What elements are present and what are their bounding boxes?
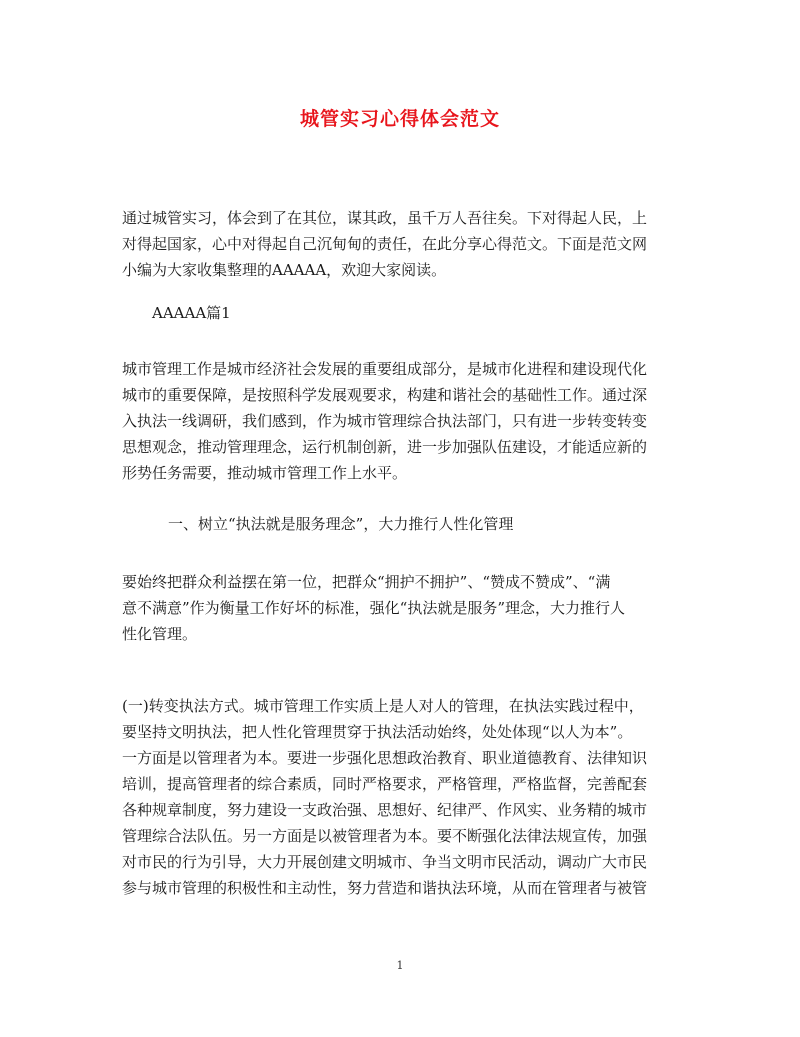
text-line: (一)转变执法方式。城市管理工作实质上是人对人的管理，在执法实践过程中， [122, 697, 644, 715]
text-line: 性化管理。 [122, 625, 198, 643]
text-line: 入执法一线调研，我们感到，作为城市管理综合执法部门，只有进一步转变转变 [122, 412, 648, 430]
paragraph-1 [122, 356, 682, 486]
text-line: 对市民的行为引导，大力开展创建文明城市、争当文明市民活动，调动广大市民 [122, 853, 648, 871]
text-line: 要坚持文明执法，把人性化管理贯穿于执法活动始终，处处体现“以人为本”。 [122, 723, 633, 741]
text-line: 一方面是以管理者为本。要进一步强化思想政治教育、职业道德教育、法律知识 [122, 749, 648, 767]
text-line: 形势任务需要，推动城市管理工作上水平。 [122, 464, 408, 482]
text-line: 通过城管实习，体会到了在其位，谋其政，虽千万人吾往矣。下对得起人民，上 [122, 209, 648, 227]
paragraph-2 [122, 569, 682, 647]
text-line: 管理综合法队伍。另一方面是以被管理者为本。要不断强化法律法规宣传，加强 [122, 827, 648, 845]
text-line: 各种规章制度，努力建设一支政治强、思想好、纪律严、作风实、业务精的城市 [122, 801, 648, 819]
text-line: 意不满意”作为衡量工作好坏的标准，强化“执法就是服务”理念，大力推行人 [122, 599, 626, 617]
text-line: 思想观念，推动管理理念，运行机制创新，进一步加强队伍建设，才能适应新的 [122, 438, 648, 456]
section-heading-1: 一、树立“执法就是服务理念”，大力推行人性化管理 [168, 515, 514, 533]
text-line: 城市管理工作是城市经济社会发展的重要组成部分，是城市化进程和建设现代化 [122, 360, 648, 378]
text-line: 要始终把群众利益摆在第一位，把群众“拥护不拥护”、“赞成不赞成”、“满 [122, 573, 611, 591]
intro-paragraph [122, 205, 682, 283]
paragraph-3 [122, 693, 682, 901]
text-line: 参与城市管理的积极性和主动性，努力营造和谐执法环境，从而在管理者与被管 [122, 879, 648, 897]
page-number: 1 [396, 959, 404, 972]
text-line: 小编为大家收集整理的AAAAA，欢迎大家阅读。 [122, 261, 447, 279]
text-line: 对得起国家，心中对得起自己沉甸甸的责任，在此分享心得范文。下面是范文网 [122, 235, 648, 253]
text-line: 培训，提高管理者的综合素质，同时严格要求，严格管理，严格监督，完善配套 [122, 775, 648, 793]
text-line: 城市的重要保障，是按照科学发展观要求，构建和谐社会的基础性工作。通过深 [122, 386, 648, 404]
document-title: 城管实习心得体会范文 [299, 108, 500, 130]
section-label: AAAAA篇1 [152, 304, 231, 322]
